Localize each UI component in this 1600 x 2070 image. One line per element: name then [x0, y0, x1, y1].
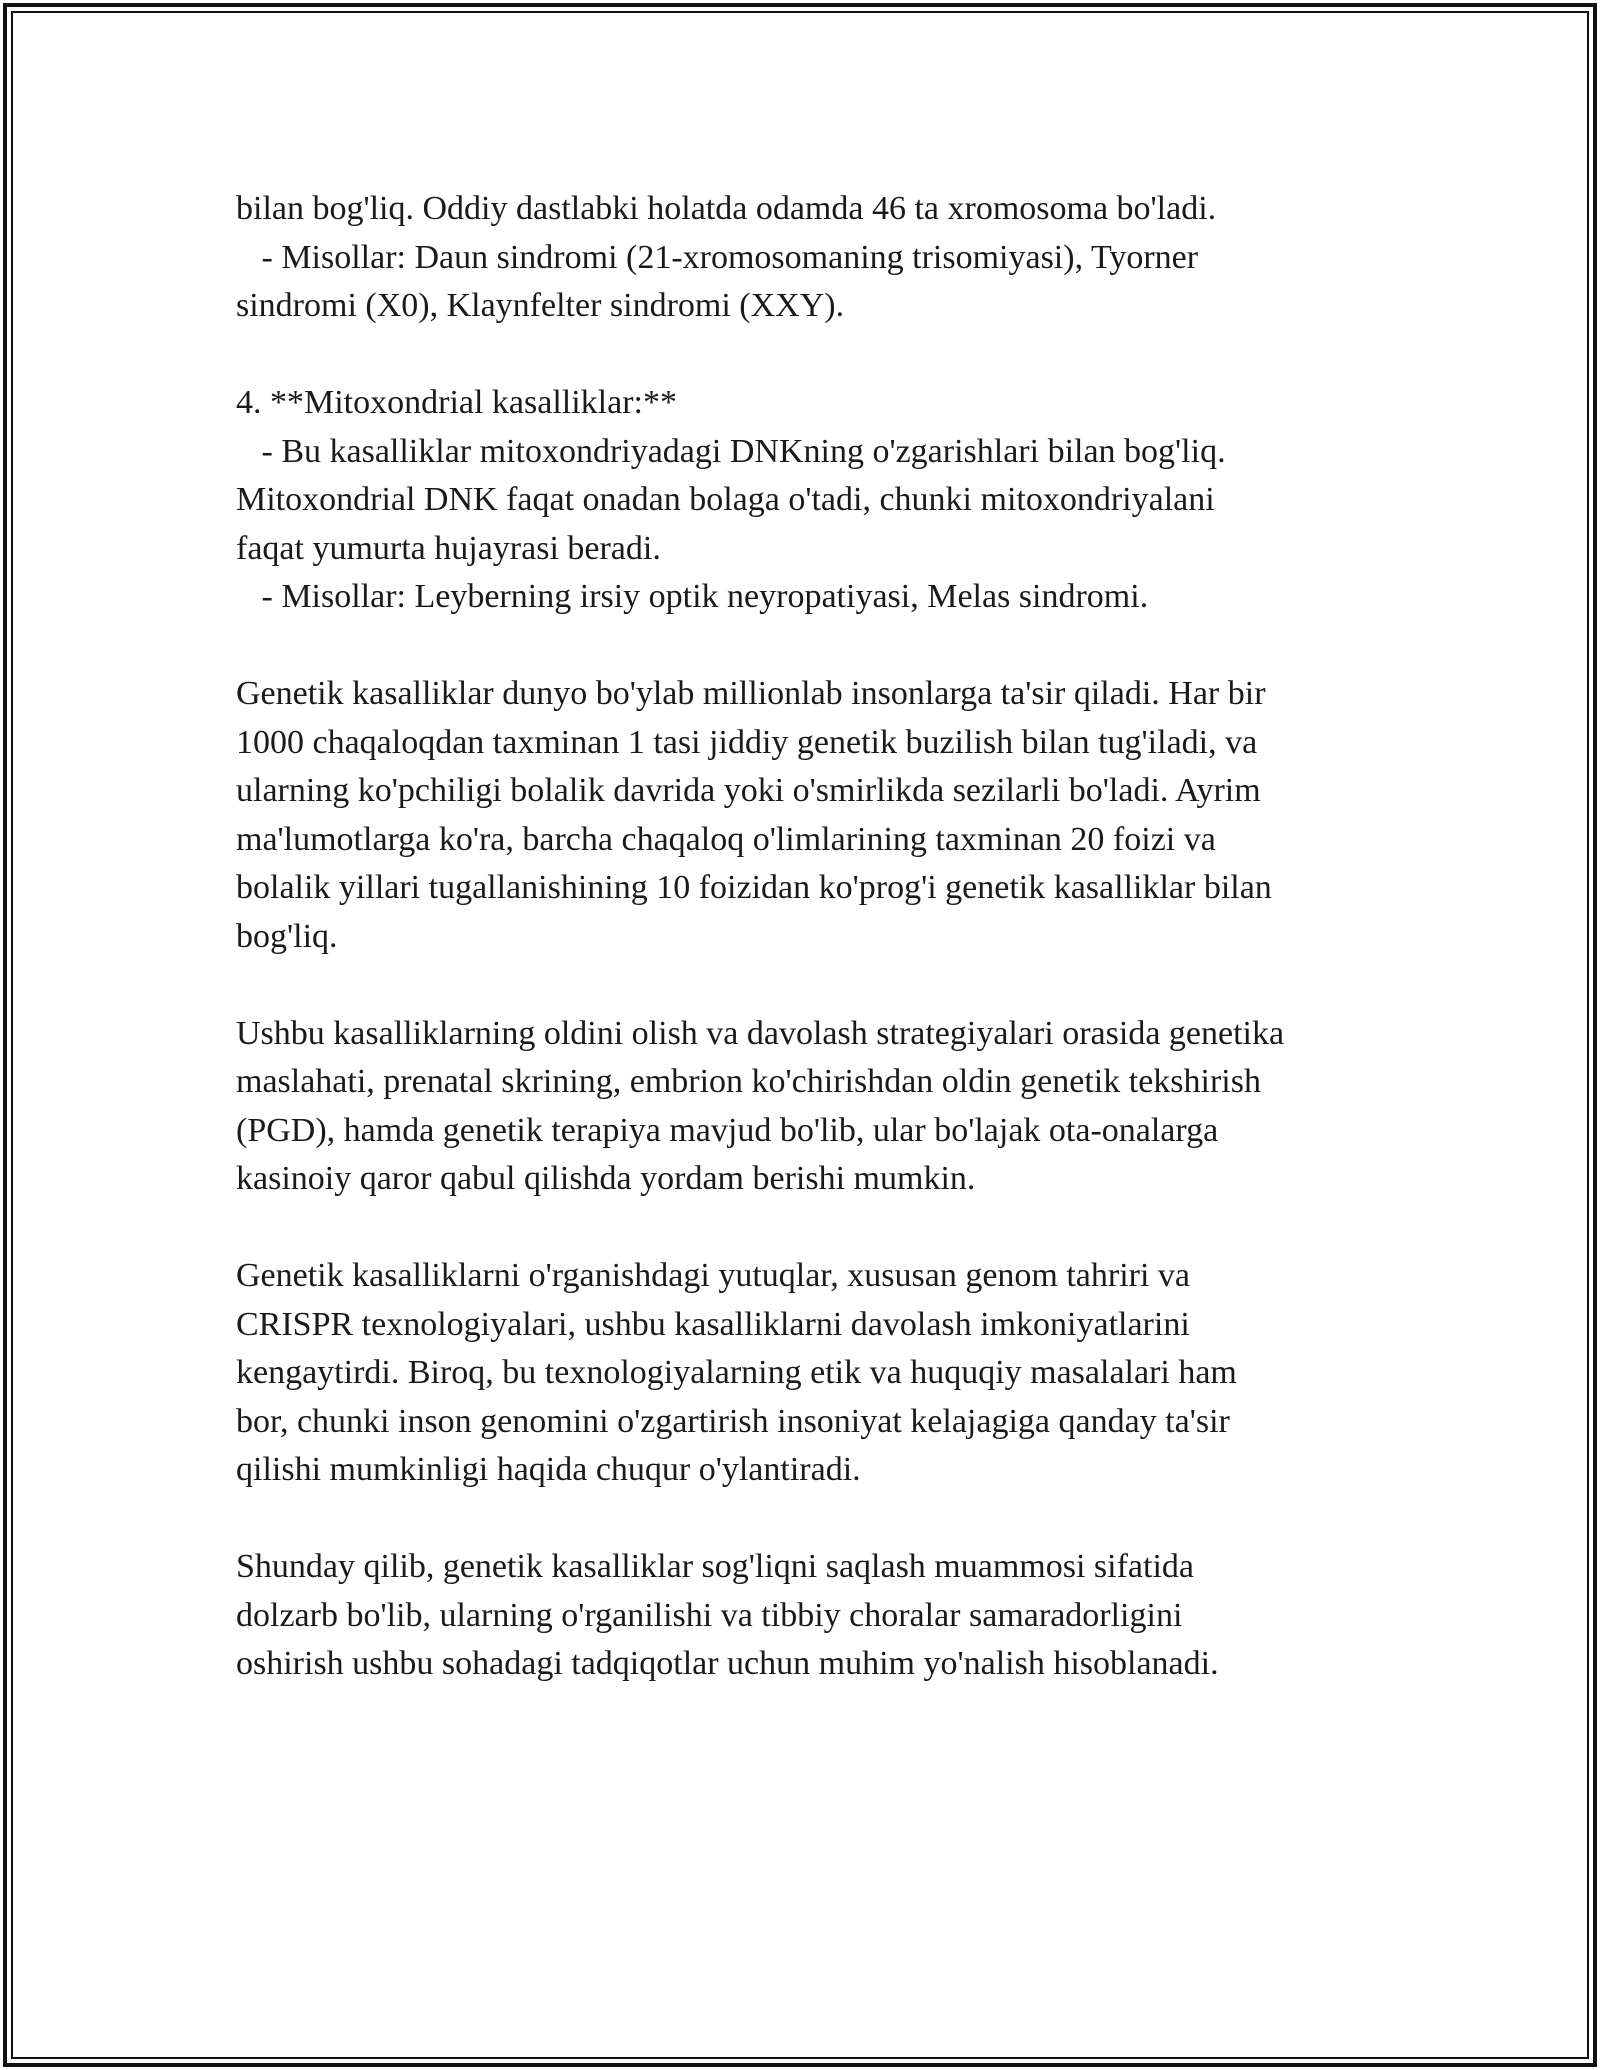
text-line: ma'lumotlarga ko'ra, barcha chaqaloq o'limlarining taxminan 20 foizi va	[236, 820, 1216, 858]
text-line: bor, chunki inson genomini o'zgartirish insoniyat kelajagiga qanday ta'sir	[236, 1402, 1230, 1440]
text-line: - Misollar: Daun sindromi (21-xromosomaning trisomiyasi), Tyorner	[236, 238, 1199, 276]
mitochondrial-disorders-section	[236, 379, 1396, 622]
paragraph-gap	[236, 331, 1396, 380]
text-line: Ushbu kasalliklarning oldini olish va davolash strategiyalari orasida genetika	[236, 1014, 1285, 1052]
text-line: 1000 chaqaloqdan taxminan 1 tasi jiddiy genetik buzilish bilan tug'iladi, va	[236, 723, 1258, 761]
text-line: sindromi (X0), Klaynfelter sindromi (XXY).	[236, 287, 845, 324]
text-line: Genetik kasalliklarni o'rganishdagi yutuqlar, xususan genom tahriri va	[236, 1257, 1191, 1294]
text-line: bog'liq.	[236, 917, 338, 955]
text-line: kengaytirdi. Biroq, bu texnologiyalarning etik va huquqiy masalalari ham	[236, 1354, 1237, 1391]
text-line: Shunday qilib, genetik kasalliklar sog'liqni saqlash muammosi sifatida	[236, 1548, 1194, 1585]
text-line: kasinoiy qaror qabul qilishda yordam berishi mumkin.	[236, 1160, 976, 1197]
document-body	[236, 185, 1396, 1689]
text-line: maslahati, prenatal skrining, embrion ko'chirishdan oldin genetik tekshirish	[236, 1063, 1261, 1100]
prevention-paragraph	[236, 1010, 1396, 1204]
text-line: bilan bog'liq. Oddiy dastlabki holatda odamda 46 ta xromosoma bo'ladi.	[236, 190, 1217, 227]
text-line: bolalik yillari tugallanishining 10 foizidan ko'prog'i genetik kasalliklar bilan	[236, 869, 1272, 906]
text-line: qilishi mumkinligi haqida chuqur o'ylantiradi.	[236, 1451, 861, 1488]
text-line: - Bu kasalliklar mitoxondriyadagi DNKning o'zgarishlari bilan bog'liq.	[236, 432, 1226, 470]
text-line: faqat yumurta hujayrasi beradi.	[236, 529, 661, 567]
text-line: (PGD), hamda genetik terapiya mavjud bo'lib, ular bo'lajak ota-onalarga	[236, 1111, 1219, 1149]
text-line: ularning ko'pchiligi bolalik davrida yoki o'smirlikda sezilarli bo'ladi. Ayrim	[236, 772, 1261, 809]
paragraph-gap	[236, 1204, 1396, 1253]
statistics-paragraph	[236, 670, 1396, 961]
paragraph-gap	[236, 1495, 1396, 1544]
section-heading: 4. **Mitoxondrial kasalliklar:**	[236, 384, 677, 421]
paragraph-gap	[236, 961, 1396, 1010]
advances-paragraph	[236, 1252, 1396, 1495]
paragraph-gap	[236, 622, 1396, 671]
text-line: Genetik kasalliklar dunyo bo'ylab millionlab insonlarga ta'sir qiladi. Har bir	[236, 675, 1266, 712]
conclusion-paragraph	[236, 1543, 1396, 1689]
text-line: CRISPR texnologiyalari, ushbu kasalliklarni davolash imkoniyatlarini	[236, 1305, 1190, 1343]
text-line: - Misollar: Leyberning irsiy optik neyropatiyasi, Melas sindromi.	[236, 578, 1149, 615]
text-line: dolzarb bo'lib, ularning o'rganilishi va tibbiy choralar samaradorligini	[236, 1596, 1183, 1634]
chromosomal-disorders-continuation	[236, 185, 1396, 331]
text-line: Mitoxondrial DNK faqat onadan bolaga o'tadi, chunki mitoxondriyalani	[236, 481, 1215, 518]
text-line: oshirish ushbu sohadagi tadqiqotlar uchun muhim yo'nalish hisoblanadi.	[236, 1645, 1219, 1682]
